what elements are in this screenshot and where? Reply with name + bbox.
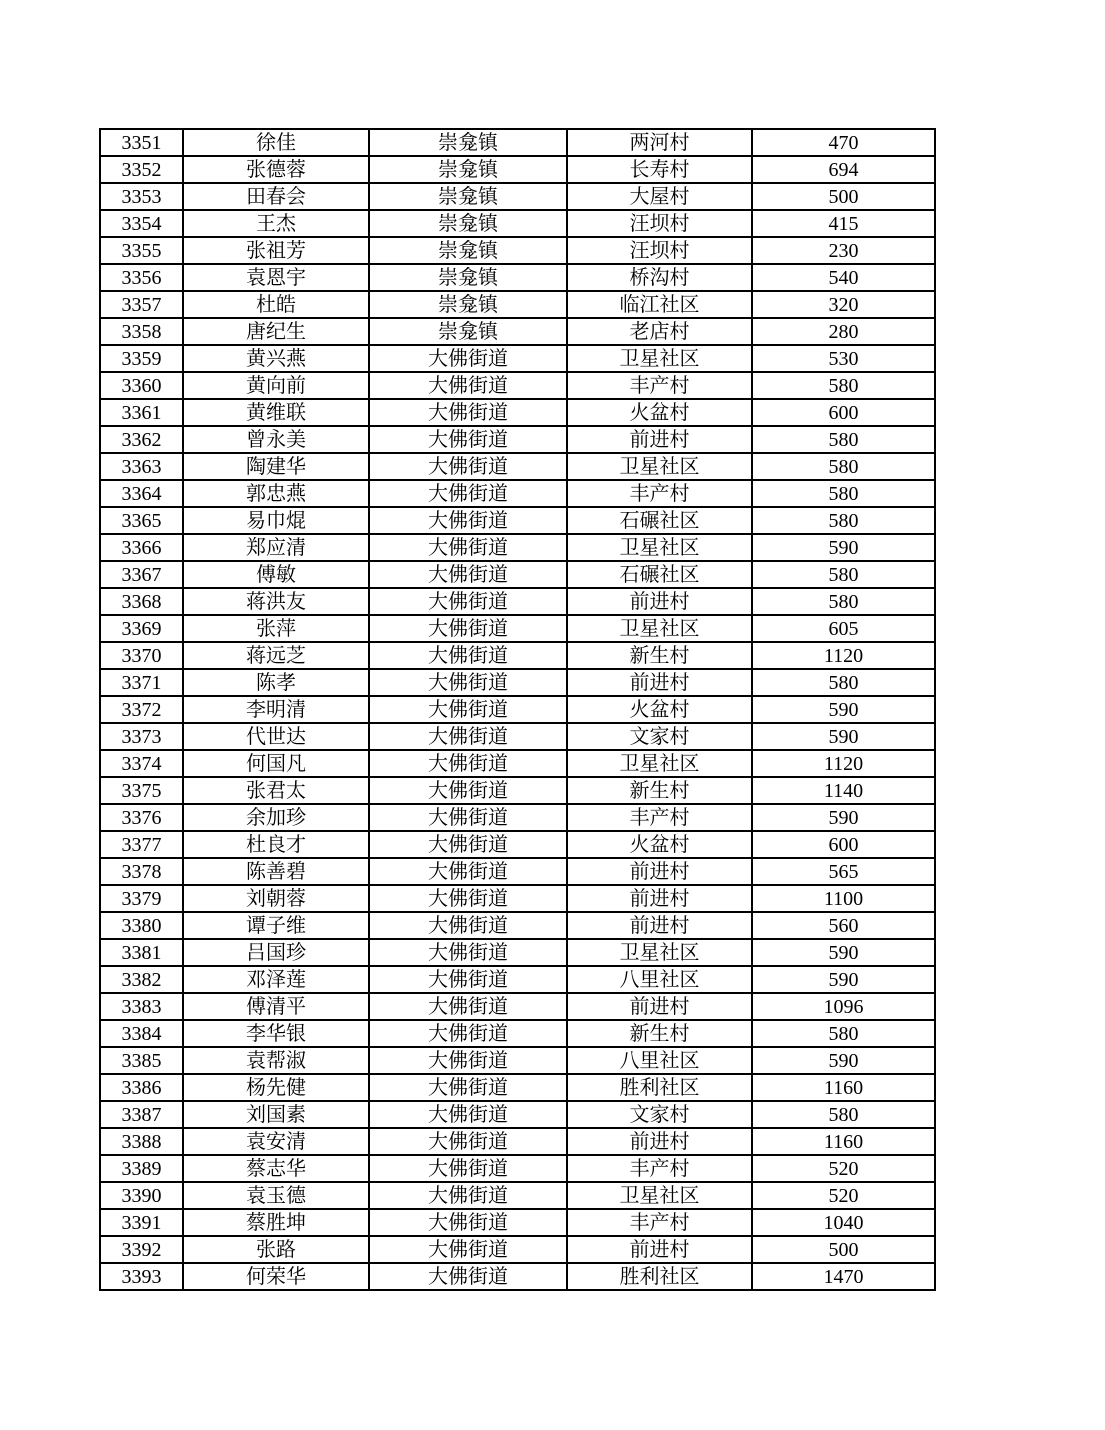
cell-amount: 1140 — [752, 777, 935, 804]
cell-serial-number: 3382 — [100, 966, 183, 993]
cell-person-name: 何荣华 — [183, 1263, 369, 1290]
table-row — [100, 129, 935, 156]
table-row — [100, 345, 935, 372]
table-row — [100, 993, 935, 1020]
cell-amount: 590 — [752, 939, 935, 966]
cell-town: 大佛街道 — [369, 723, 567, 750]
cell-person-name: 田春会 — [183, 183, 369, 210]
cell-village: 卫星社区 — [567, 1182, 752, 1209]
cell-serial-number: 3358 — [100, 318, 183, 345]
cell-amount: 500 — [752, 183, 935, 210]
cell-serial-number: 3384 — [100, 1020, 183, 1047]
cell-village: 八里社区 — [567, 1047, 752, 1074]
table-row — [100, 1236, 935, 1263]
cell-serial-number: 3373 — [100, 723, 183, 750]
table-row — [100, 1182, 935, 1209]
cell-town: 大佛街道 — [369, 615, 567, 642]
cell-amount: 280 — [752, 318, 935, 345]
cell-serial-number: 3388 — [100, 1128, 183, 1155]
payment-roster-table — [99, 128, 936, 1291]
cell-serial-number: 3390 — [100, 1182, 183, 1209]
cell-town: 大佛街道 — [369, 534, 567, 561]
cell-town: 大佛街道 — [369, 1263, 567, 1290]
table-row — [100, 588, 935, 615]
cell-person-name: 袁帮淑 — [183, 1047, 369, 1074]
cell-village: 新生村 — [567, 777, 752, 804]
cell-person-name: 杨先健 — [183, 1074, 369, 1101]
cell-town: 大佛街道 — [369, 1128, 567, 1155]
cell-serial-number: 3352 — [100, 156, 183, 183]
cell-town: 大佛街道 — [369, 777, 567, 804]
cell-serial-number: 3389 — [100, 1155, 183, 1182]
cell-town: 大佛街道 — [369, 831, 567, 858]
cell-town: 大佛街道 — [369, 696, 567, 723]
table-row — [100, 1020, 935, 1047]
cell-village: 长寿村 — [567, 156, 752, 183]
table-row — [100, 939, 935, 966]
cell-town: 大佛街道 — [369, 1209, 567, 1236]
cell-amount: 694 — [752, 156, 935, 183]
table-row — [100, 1074, 935, 1101]
cell-amount: 600 — [752, 831, 935, 858]
cell-village: 新生村 — [567, 1020, 752, 1047]
cell-town: 大佛街道 — [369, 345, 567, 372]
cell-amount: 580 — [752, 453, 935, 480]
table-row — [100, 642, 935, 669]
table-row — [100, 1047, 935, 1074]
cell-village: 文家村 — [567, 723, 752, 750]
cell-amount: 320 — [752, 291, 935, 318]
cell-town: 大佛街道 — [369, 669, 567, 696]
table-row — [100, 696, 935, 723]
cell-person-name: 陈孝 — [183, 669, 369, 696]
table-row — [100, 966, 935, 993]
cell-serial-number: 3393 — [100, 1263, 183, 1290]
cell-town: 大佛街道 — [369, 966, 567, 993]
cell-person-name: 吕国珍 — [183, 939, 369, 966]
cell-person-name: 张君太 — [183, 777, 369, 804]
cell-amount: 1470 — [752, 1263, 935, 1290]
cell-serial-number: 3391 — [100, 1209, 183, 1236]
cell-amount: 230 — [752, 237, 935, 264]
table-row — [100, 561, 935, 588]
table-row — [100, 1101, 935, 1128]
cell-person-name: 傅敏 — [183, 561, 369, 588]
cell-person-name: 袁安清 — [183, 1128, 369, 1155]
cell-village: 丰产村 — [567, 1209, 752, 1236]
cell-village: 两河村 — [567, 129, 752, 156]
table-row — [100, 1209, 935, 1236]
cell-amount: 590 — [752, 966, 935, 993]
table-row — [100, 1155, 935, 1182]
cell-village: 胜利社区 — [567, 1263, 752, 1290]
table-row — [100, 1128, 935, 1155]
table-row — [100, 1263, 935, 1290]
cell-amount: 590 — [752, 804, 935, 831]
cell-serial-number: 3365 — [100, 507, 183, 534]
cell-town: 大佛街道 — [369, 993, 567, 1020]
cell-person-name: 谭子维 — [183, 912, 369, 939]
cell-person-name: 蔡胜坤 — [183, 1209, 369, 1236]
cell-serial-number: 3375 — [100, 777, 183, 804]
cell-serial-number: 3386 — [100, 1074, 183, 1101]
cell-serial-number: 3367 — [100, 561, 183, 588]
cell-person-name: 李华银 — [183, 1020, 369, 1047]
cell-serial-number: 3377 — [100, 831, 183, 858]
cell-town: 崇龛镇 — [369, 318, 567, 345]
cell-person-name: 刘国素 — [183, 1101, 369, 1128]
table-row — [100, 480, 935, 507]
cell-person-name: 蔡志华 — [183, 1155, 369, 1182]
cell-serial-number: 3361 — [100, 399, 183, 426]
cell-town: 大佛街道 — [369, 1101, 567, 1128]
table-row — [100, 372, 935, 399]
cell-town: 崇龛镇 — [369, 291, 567, 318]
cell-village: 前进村 — [567, 669, 752, 696]
table-row — [100, 885, 935, 912]
cell-village: 卫星社区 — [567, 750, 752, 777]
cell-amount: 590 — [752, 1047, 935, 1074]
cell-amount: 470 — [752, 129, 935, 156]
cell-person-name: 代世达 — [183, 723, 369, 750]
cell-amount: 500 — [752, 1236, 935, 1263]
cell-village: 火盆村 — [567, 696, 752, 723]
cell-person-name: 袁恩宇 — [183, 264, 369, 291]
cell-village: 老店村 — [567, 318, 752, 345]
cell-village: 八里社区 — [567, 966, 752, 993]
cell-person-name: 余加珍 — [183, 804, 369, 831]
cell-village: 丰产村 — [567, 480, 752, 507]
cell-serial-number: 3363 — [100, 453, 183, 480]
cell-village: 卫星社区 — [567, 345, 752, 372]
cell-amount: 520 — [752, 1155, 935, 1182]
table-row — [100, 237, 935, 264]
cell-serial-number: 3380 — [100, 912, 183, 939]
cell-amount: 1160 — [752, 1128, 935, 1155]
cell-amount: 580 — [752, 426, 935, 453]
cell-person-name: 曾永美 — [183, 426, 369, 453]
cell-serial-number: 3354 — [100, 210, 183, 237]
cell-amount: 580 — [752, 480, 935, 507]
cell-amount: 520 — [752, 1182, 935, 1209]
cell-village: 桥沟村 — [567, 264, 752, 291]
cell-town: 大佛街道 — [369, 939, 567, 966]
table-row — [100, 777, 935, 804]
cell-amount: 580 — [752, 1101, 935, 1128]
cell-village: 前进村 — [567, 426, 752, 453]
cell-person-name: 郭忠燕 — [183, 480, 369, 507]
cell-village: 卫星社区 — [567, 453, 752, 480]
cell-town: 大佛街道 — [369, 1074, 567, 1101]
cell-person-name: 黄向前 — [183, 372, 369, 399]
cell-serial-number: 3371 — [100, 669, 183, 696]
table-row — [100, 804, 935, 831]
cell-town: 大佛街道 — [369, 642, 567, 669]
table-row — [100, 831, 935, 858]
cell-town: 崇龛镇 — [369, 264, 567, 291]
cell-town: 大佛街道 — [369, 561, 567, 588]
cell-amount: 1096 — [752, 993, 935, 1020]
cell-serial-number: 3374 — [100, 750, 183, 777]
cell-town: 崇龛镇 — [369, 156, 567, 183]
cell-village: 临江社区 — [567, 291, 752, 318]
table-row — [100, 399, 935, 426]
cell-town: 崇龛镇 — [369, 210, 567, 237]
cell-town: 大佛街道 — [369, 372, 567, 399]
cell-amount: 590 — [752, 723, 935, 750]
cell-amount: 580 — [752, 561, 935, 588]
cell-person-name: 张路 — [183, 1236, 369, 1263]
table-row — [100, 291, 935, 318]
cell-person-name: 张德蓉 — [183, 156, 369, 183]
cell-amount: 605 — [752, 615, 935, 642]
cell-person-name: 陶建华 — [183, 453, 369, 480]
table-row — [100, 912, 935, 939]
cell-serial-number: 3366 — [100, 534, 183, 561]
cell-town: 大佛街道 — [369, 804, 567, 831]
cell-amount: 1040 — [752, 1209, 935, 1236]
cell-village: 汪坝村 — [567, 210, 752, 237]
table-row — [100, 318, 935, 345]
cell-person-name: 唐纪生 — [183, 318, 369, 345]
cell-village: 文家村 — [567, 1101, 752, 1128]
cell-serial-number: 3376 — [100, 804, 183, 831]
cell-town: 大佛街道 — [369, 480, 567, 507]
cell-amount: 1120 — [752, 750, 935, 777]
cell-village: 前进村 — [567, 588, 752, 615]
cell-serial-number: 3356 — [100, 264, 183, 291]
table-row — [100, 183, 935, 210]
cell-serial-number: 3360 — [100, 372, 183, 399]
cell-village: 新生村 — [567, 642, 752, 669]
table-row — [100, 210, 935, 237]
cell-amount: 565 — [752, 858, 935, 885]
table-row — [100, 426, 935, 453]
cell-person-name: 邓泽莲 — [183, 966, 369, 993]
cell-serial-number: 3351 — [100, 129, 183, 156]
cell-village: 前进村 — [567, 1236, 752, 1263]
cell-village: 前进村 — [567, 912, 752, 939]
cell-village: 丰产村 — [567, 372, 752, 399]
cell-serial-number: 3381 — [100, 939, 183, 966]
cell-person-name: 易巾焜 — [183, 507, 369, 534]
cell-town: 大佛街道 — [369, 399, 567, 426]
cell-village: 汪坝村 — [567, 237, 752, 264]
cell-town: 大佛街道 — [369, 1236, 567, 1263]
cell-town: 大佛街道 — [369, 507, 567, 534]
cell-person-name: 杜良才 — [183, 831, 369, 858]
cell-person-name: 黄兴燕 — [183, 345, 369, 372]
cell-amount: 560 — [752, 912, 935, 939]
cell-amount: 580 — [752, 1020, 935, 1047]
cell-amount: 600 — [752, 399, 935, 426]
cell-town: 崇龛镇 — [369, 237, 567, 264]
cell-person-name: 郑应清 — [183, 534, 369, 561]
table-row — [100, 615, 935, 642]
cell-person-name: 蒋远芝 — [183, 642, 369, 669]
cell-person-name: 徐佳 — [183, 129, 369, 156]
cell-town: 大佛街道 — [369, 858, 567, 885]
cell-village: 前进村 — [567, 1128, 752, 1155]
cell-town: 大佛街道 — [369, 1155, 567, 1182]
cell-serial-number: 3378 — [100, 858, 183, 885]
cell-amount: 415 — [752, 210, 935, 237]
cell-town: 大佛街道 — [369, 885, 567, 912]
cell-village: 前进村 — [567, 885, 752, 912]
cell-person-name: 李明清 — [183, 696, 369, 723]
cell-village: 胜利社区 — [567, 1074, 752, 1101]
cell-serial-number: 3364 — [100, 480, 183, 507]
cell-person-name: 张祖芳 — [183, 237, 369, 264]
cell-serial-number: 3383 — [100, 993, 183, 1020]
cell-serial-number: 3362 — [100, 426, 183, 453]
cell-amount: 580 — [752, 507, 935, 534]
cell-village: 卫星社区 — [567, 534, 752, 561]
cell-person-name: 傅清平 — [183, 993, 369, 1020]
cell-village: 丰产村 — [567, 1155, 752, 1182]
cell-amount: 1100 — [752, 885, 935, 912]
cell-serial-number: 3379 — [100, 885, 183, 912]
cell-serial-number: 3370 — [100, 642, 183, 669]
cell-village: 火盆村 — [567, 399, 752, 426]
cell-town: 崇龛镇 — [369, 183, 567, 210]
cell-village: 卫星社区 — [567, 615, 752, 642]
cell-serial-number: 3372 — [100, 696, 183, 723]
cell-person-name: 陈善碧 — [183, 858, 369, 885]
cell-town: 大佛街道 — [369, 912, 567, 939]
cell-person-name: 杜皓 — [183, 291, 369, 318]
cell-person-name: 何国凡 — [183, 750, 369, 777]
cell-serial-number: 3357 — [100, 291, 183, 318]
cell-serial-number: 3392 — [100, 1236, 183, 1263]
cell-amount: 1160 — [752, 1074, 935, 1101]
table-row — [100, 156, 935, 183]
cell-amount: 580 — [752, 669, 935, 696]
cell-amount: 590 — [752, 534, 935, 561]
cell-amount: 580 — [752, 372, 935, 399]
cell-person-name: 蒋洪友 — [183, 588, 369, 615]
cell-serial-number: 3368 — [100, 588, 183, 615]
table-row — [100, 723, 935, 750]
cell-serial-number: 3355 — [100, 237, 183, 264]
cell-village: 丰产村 — [567, 804, 752, 831]
cell-serial-number: 3387 — [100, 1101, 183, 1128]
cell-amount: 1120 — [752, 642, 935, 669]
cell-town: 大佛街道 — [369, 1182, 567, 1209]
table-body — [100, 129, 935, 1290]
cell-town: 大佛街道 — [369, 426, 567, 453]
cell-amount: 590 — [752, 696, 935, 723]
cell-town: 大佛街道 — [369, 1020, 567, 1047]
cell-amount: 530 — [752, 345, 935, 372]
cell-serial-number: 3369 — [100, 615, 183, 642]
cell-village: 前进村 — [567, 858, 752, 885]
table-row — [100, 453, 935, 480]
cell-person-name: 张萍 — [183, 615, 369, 642]
table-row — [100, 669, 935, 696]
cell-village: 火盆村 — [567, 831, 752, 858]
cell-village: 前进村 — [567, 993, 752, 1020]
table-row — [100, 534, 935, 561]
cell-town: 大佛街道 — [369, 453, 567, 480]
cell-town: 大佛街道 — [369, 1047, 567, 1074]
cell-person-name: 王杰 — [183, 210, 369, 237]
cell-serial-number: 3359 — [100, 345, 183, 372]
cell-village: 石碾社区 — [567, 507, 752, 534]
cell-town: 大佛街道 — [369, 750, 567, 777]
table-row — [100, 858, 935, 885]
table-row — [100, 750, 935, 777]
cell-village: 石碾社区 — [567, 561, 752, 588]
cell-serial-number: 3353 — [100, 183, 183, 210]
cell-person-name: 袁玉德 — [183, 1182, 369, 1209]
cell-village: 卫星社区 — [567, 939, 752, 966]
cell-person-name: 黄维联 — [183, 399, 369, 426]
cell-town: 大佛街道 — [369, 588, 567, 615]
table-row — [100, 264, 935, 291]
cell-village: 大屋村 — [567, 183, 752, 210]
cell-amount: 580 — [752, 588, 935, 615]
table-row — [100, 507, 935, 534]
cell-town: 崇龛镇 — [369, 129, 567, 156]
cell-person-name: 刘朝蓉 — [183, 885, 369, 912]
cell-amount: 540 — [752, 264, 935, 291]
cell-serial-number: 3385 — [100, 1047, 183, 1074]
